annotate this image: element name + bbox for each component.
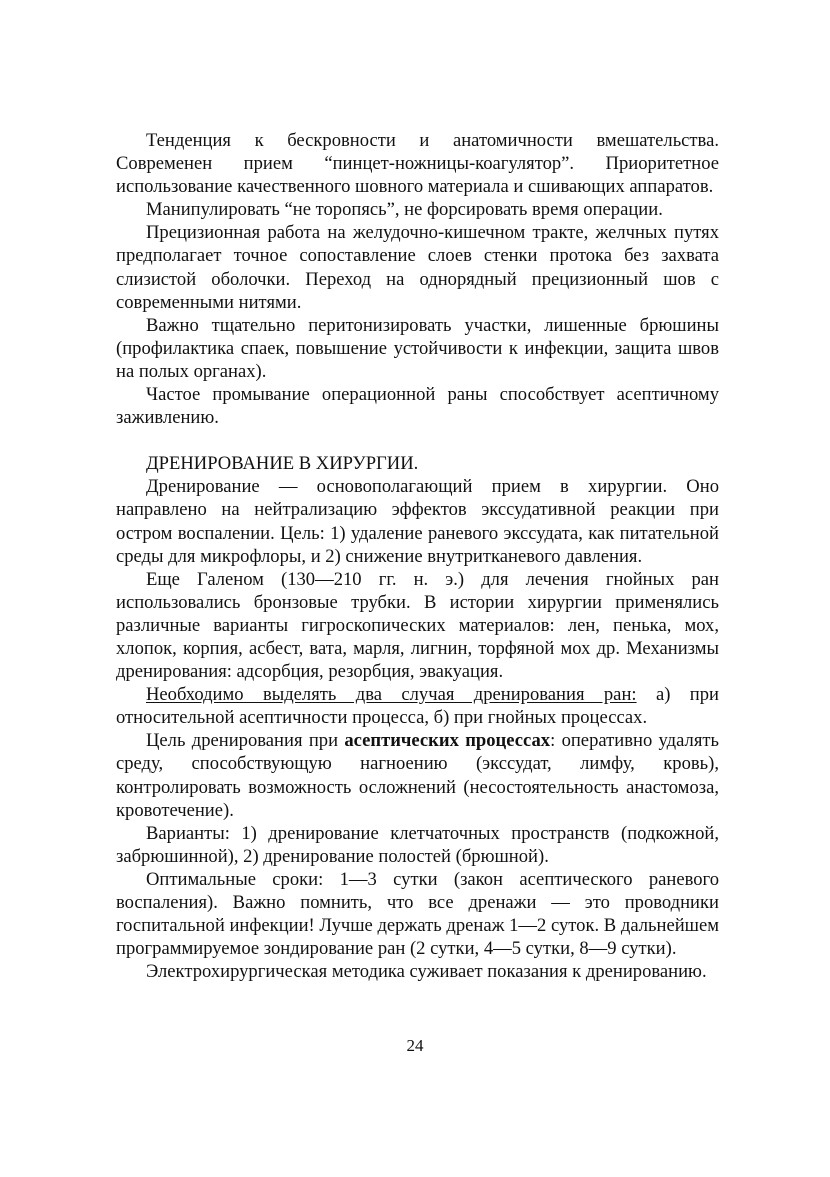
page-number: 24 (406, 1036, 424, 1055)
body-text (116, 129, 719, 983)
paragraph-variants: Варианты: 1) дренирование клетчаточных пространств (подкожной, забрюшинной), 2) дренирование полостей (брюшной). (116, 822, 719, 867)
paragraph-electrosurgery: Электрохирургическая методика суживает показания к дренированию. (146, 961, 707, 983)
paragraph-irrigation: Частое промывание операционной раны способствует асептичному заживлению. (116, 384, 719, 429)
paragraph-optimal-terms: Оптимальные сроки: 1—3 сутки (закон асептического раневого воспаления). Важно помнить, что все дренажи — это проводники госпитальной инфекции! Лучше держать дренаж 1—2 суток. В дальнейшем программируемое зондирование ран (2 сутки, 4—5 сутки, 8—9 сутки). (116, 868, 719, 960)
paragraph-aseptic-goal (116, 729, 719, 821)
section-heading: ДРЕНИРОВАНИЕ В ХИРУРГИИ. (146, 453, 419, 475)
paragraph-tendency: Тенденция к бескровности и анатомичности вмешательства. Современен прием “пинцет-ножницы-коагулятор”. Приоритетное использование качественного шовного материала и сшивающих аппаратов. (116, 130, 719, 198)
paragraph-drainage-cases (116, 683, 719, 729)
underlined-phrase: Необходимо выделять два случая дренирования ран: (146, 684, 637, 706)
paragraph-precision: Прецизионная работа на желудочно-кишечном тракте, желчных путях предполагает точное сопоставление слоев стенки протока без захвата слизистой оболочки. Переход на однорядный прецизионный шов с современными нитями. (116, 222, 719, 313)
paragraph-manipulate: Манипулировать “не торопясь”, не форсировать время операции. (146, 199, 663, 221)
aseptic-text-before: Цель дренирования при (146, 730, 345, 752)
paragraph-peritonization: Важно тщательно перитонизировать участки, лишенные брюшины (профилактика спаек, повышение устойчивости к инфекции, защита швов на полых органах). (116, 314, 719, 382)
bold-phrase: асептических процессах (344, 730, 551, 752)
cases-text: а) при относительной асептичности процесса, б) при гнойных процессах. (116, 684, 719, 729)
paragraph-drainage-history: Еще Галеном (130—210 гг. н. э.) для лечения гнойных ран использовались бронзовые трубки. В истории хирургии применялись различные варианты гигроскопических материалов: лен, пенька, мох, хлопок, корпия, асбест, вата, марля, лигнин, торфяной мох др. Механизмы дренирования: адсорбция, резорбция, эвакуация. (116, 568, 719, 683)
paragraph-drainage-intro: Дренирование — основополагающий прием в хирургии. Оно направлено на нейтрализацию эффектов экссудативной реакции при остром воспалении. Цель: 1) удаление раневого экссудата, как питательной среды для микрофлоры, и 2) снижение внутритканевого давления. (116, 476, 719, 567)
aseptic-text-after: : оперативно удалять среду, способствующую нагноению (экссудат, лимфу, кровь), контролировать возможность осложнений (несостоятельность анастомоза, кровотечение). (116, 730, 719, 821)
